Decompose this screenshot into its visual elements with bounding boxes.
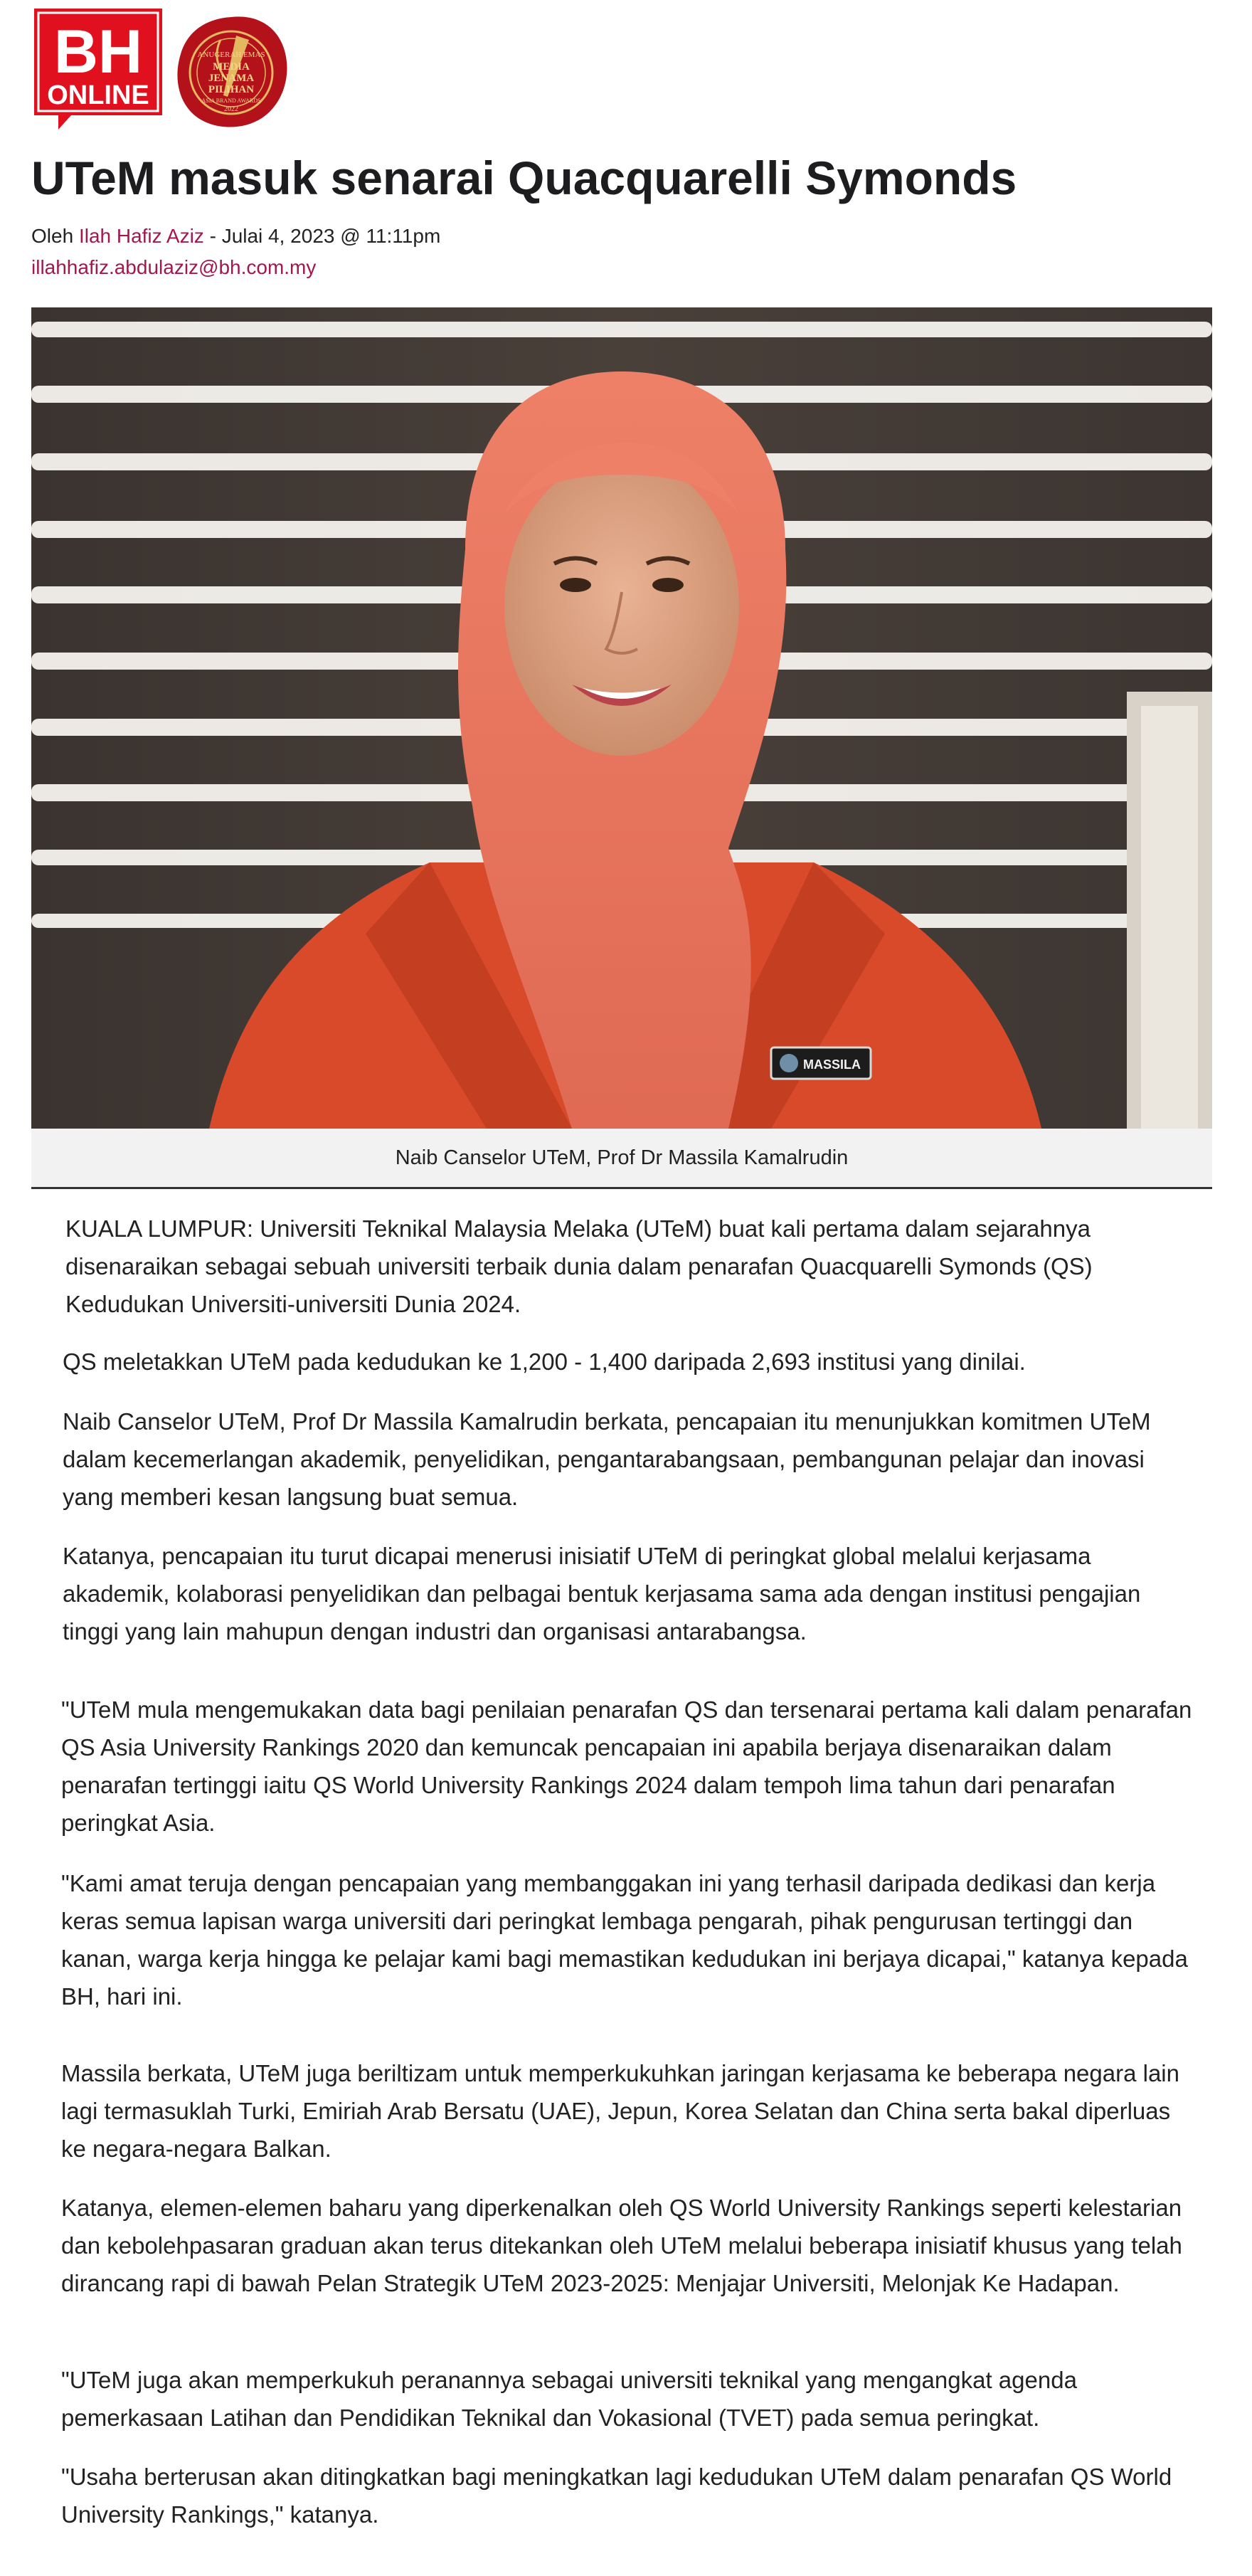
byline (31, 222, 440, 250)
svg-text:ANUGERAH EMAS: ANUGERAH EMAS (197, 51, 265, 59)
paragraph-9: "UTeM juga akan memperkukuh peranannya sebagai universiti teknikal yang mengangkat agenda pemerkasaan Latihan dan Pendidikan Teknikal dan Vokasional (TVET) pada semua peringkat. (61, 2367, 1077, 2431)
svg-text:PILIHAN: PILIHAN (208, 84, 255, 95)
author-link[interactable]: Ilah Hafiz Aziz (78, 225, 204, 247)
date-separator: - (203, 225, 222, 247)
paragraph-3: Naib Canselor UTeM, Prof Dr Massila Kamalrudin berkata, pencapaian itu menunjukkan komitmen UTeM dalam kecemerlangan akademik, penyelidikan, pengantarabangsaan, pembangunan pelajar dan inovasi yang memberi kesan langsung buat semua. (63, 1408, 1151, 1510)
bh-online-logo[interactable] (34, 9, 162, 130)
award-seal-badge (171, 11, 292, 132)
paragraph-7: Massila berkata, UTeM juga beriltizam untuk memperkukuhkan jaringan kerjasama ke beberapa negara lain lagi termasuklah Turki, Emiriah Arab Bersatu (UAE), Jepun, Korea Selatan dan China serta bakal diperluas ke negara-negara Balkan. (61, 2060, 1179, 2162)
article-title: UTeM masuk senarai Quacquarelli Symonds (31, 152, 1017, 204)
author-email-link[interactable]: illahhafiz.abdulaziz@bh.com.my (31, 256, 317, 278)
paragraph-1: KUALA LUMPUR: Universiti Teknikal Malaysia Melaka (UTeM) buat kali pertama dalam sejarahnya disenaraikan sebagai sebuah universiti terbaik dunia dalam penarafan Quacquarelli Symonds (QS) Kedudukan Universiti-universiti Dunia 2024. (65, 1215, 1093, 1317)
paragraph-2: QS meletakkan UTeM pada kedudukan ke 1,200 - 1,400 daripada 2,693 institusi yang dinilai. (63, 1348, 1026, 1375)
name-tag-text: MASSILA (803, 1057, 861, 1072)
svg-text:2022: 2022 (224, 105, 238, 113)
svg-text:ASIA BRAND AWARDS: ASIA BRAND AWARDS (201, 97, 261, 104)
logo-bh-text: BH (53, 18, 143, 86)
paragraph-10: "Usaha berterusan akan ditingkatkan bagi meningkatkan lagi kedudukan UTeM dalam penarafan QS World University Rankings," katanya. (61, 2464, 1172, 2528)
paragraph-6: "Kami amat teruja dengan pencapaian yang membanggakan ini yang terhasil daripada dedikasi dan kerja keras semua lapisan warga universiti dari peringkat lembaga pengarah, pihak pengurusan tertinggi dan kanan, warga kerja hingga ke pelajar kami bagi memastikan kedudukan ini berjaya dicapai," katanya kepada BH, hari ini. (61, 1870, 1188, 2010)
publish-date: Julai 4, 2023 @ 11:11pm (221, 225, 441, 247)
svg-text:JENAMA: JENAMA (208, 73, 255, 84)
byline-prefix: Oleh (31, 225, 74, 247)
logo-online-text: ONLINE (47, 80, 149, 110)
photo-caption: Naib Canselor UTeM, Prof Dr Massila Kamalrudin (31, 1129, 1212, 1189)
paragraph-4: Katanya, pencapaian itu turut dicapai menerusi inisiatif UTeM di peringkat global melalui kerjasama akademik, kolaborasi penyelidikan dan pelbagai bentuk kerjasama sama ada dengan institusi pengajian tinggi yang lain mahupun dengan industri dan organisasi antarabangsa. (63, 1543, 1141, 1645)
article-photo[interactable] (31, 307, 1212, 1129)
svg-text:MEDIA: MEDIA (213, 61, 250, 73)
portrait-illustration (31, 307, 1212, 1129)
paragraph-5: "UTeM mula mengemukakan data bagi penilaian penarafan QS dan tersenarai pertama kali dalam penarafan QS Asia University Rankings 2020 dan kemuncak pencapaian ini apabila berjaya disenaraikan dalam penarafan tertinggi iaitu QS World University Rankings 2024 dalam tempoh lima tahun dari penarafan peringkat Asia. (61, 1696, 1192, 1836)
paragraph-8: Katanya, elemen-elemen baharu yang diperkenalkan oleh QS World University Rankings seperti kelestarian dan kebolehpasaran graduan akan terus ditekankan oleh UTeM melalui beberapa inisiatif khusus yang telah dirancang rapi di bawah Pelan Strategik UTeM 2023-2025: Menjajar Universiti, Melonjak Ke Hadapan. (61, 2195, 1182, 2296)
